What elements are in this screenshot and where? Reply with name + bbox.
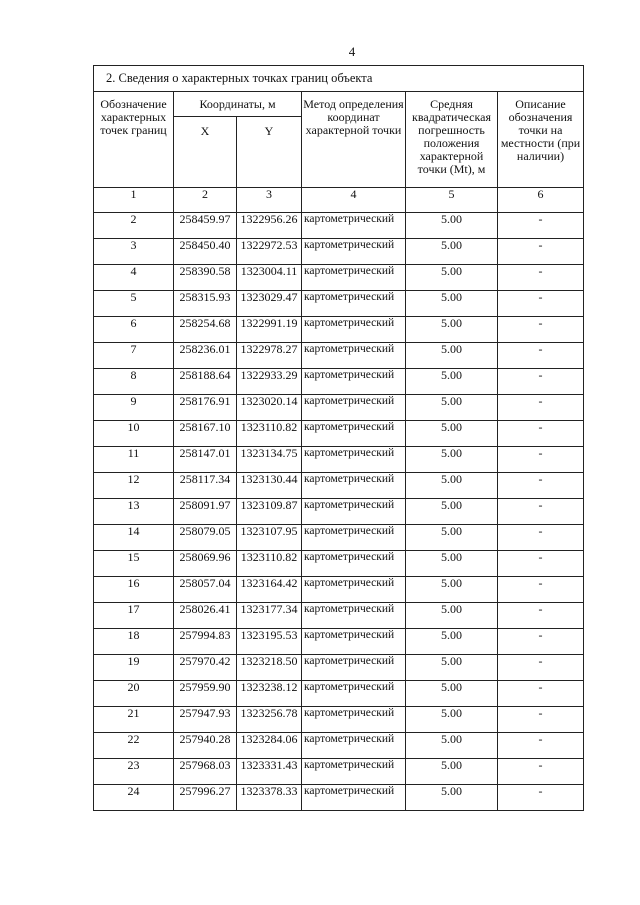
- table-row: [94, 603, 584, 629]
- cell-method: картометрический: [302, 525, 406, 551]
- table-row: [94, 733, 584, 759]
- cell-method: картометрический: [302, 317, 406, 343]
- cell-coord-y: 1323107.95: [237, 525, 302, 551]
- cell-method: картометрический: [302, 213, 406, 239]
- cell-coord-x: 258254.68: [174, 317, 237, 343]
- cell-error: 5.00: [406, 733, 498, 759]
- cell-error: 5.00: [406, 265, 498, 291]
- cell-desc: -: [498, 291, 584, 317]
- cell-desc: -: [498, 343, 584, 369]
- cell-desc: -: [498, 395, 584, 421]
- cell-desc: -: [498, 213, 584, 239]
- cell-coord-y: 1323331.43: [237, 759, 302, 785]
- cell-error: 5.00: [406, 421, 498, 447]
- cell-coord-y: 1323164.42: [237, 577, 302, 603]
- cell-coord-y: 1323004.11: [237, 265, 302, 291]
- cell-coord-y: 1323134.75: [237, 447, 302, 473]
- cell-error: 5.00: [406, 577, 498, 603]
- cell-point: 16: [94, 577, 174, 603]
- cell-coord-y: 1322978.27: [237, 343, 302, 369]
- cell-point: 13: [94, 499, 174, 525]
- cell-coord-y: 1323238.12: [237, 681, 302, 707]
- cell-method: картометрический: [302, 265, 406, 291]
- table-row: [94, 291, 584, 317]
- cell-desc: -: [498, 759, 584, 785]
- cell-desc: -: [498, 655, 584, 681]
- cell-desc: -: [498, 499, 584, 525]
- cell-coord-y: 1323218.50: [237, 655, 302, 681]
- cell-coord-x: 258459.97: [174, 213, 237, 239]
- cell-point: 11: [94, 447, 174, 473]
- cell-point: 24: [94, 785, 174, 811]
- table-row: [94, 707, 584, 733]
- table-row: [94, 265, 584, 291]
- cell-point: 3: [94, 239, 174, 265]
- cell-method: картометрический: [302, 369, 406, 395]
- cell-coord-y: 1322956.26: [237, 213, 302, 239]
- cell-coord-x: 258188.64: [174, 369, 237, 395]
- cell-coord-x: 258147.01: [174, 447, 237, 473]
- table-row: [94, 499, 584, 525]
- table-row: [94, 473, 584, 499]
- cell-point: 2: [94, 213, 174, 239]
- cell-point: 17: [94, 603, 174, 629]
- column-number: 4: [302, 188, 406, 213]
- cell-point: 15: [94, 551, 174, 577]
- cell-error: 5.00: [406, 473, 498, 499]
- cell-desc: -: [498, 629, 584, 655]
- cell-point: 20: [94, 681, 174, 707]
- column-number-row: [94, 188, 584, 213]
- cell-desc: -: [498, 603, 584, 629]
- cell-point: 9: [94, 395, 174, 421]
- cell-coord-y: 1323378.33: [237, 785, 302, 811]
- table-row: [94, 213, 584, 239]
- cell-desc: -: [498, 369, 584, 395]
- table-body: [94, 213, 584, 811]
- cell-coord-x: 257959.90: [174, 681, 237, 707]
- table-row: [94, 525, 584, 551]
- cell-coord-x: 258069.96: [174, 551, 237, 577]
- cell-method: картометрический: [302, 759, 406, 785]
- cell-point: 14: [94, 525, 174, 551]
- cell-error: 5.00: [406, 655, 498, 681]
- cell-method: картометрический: [302, 785, 406, 811]
- column-number: 5: [406, 188, 498, 213]
- cell-error: 5.00: [406, 759, 498, 785]
- cell-method: картометрический: [302, 499, 406, 525]
- cell-coord-y: 1323256.78: [237, 707, 302, 733]
- cell-method: картометрический: [302, 733, 406, 759]
- cell-coord-x: 257994.83: [174, 629, 237, 655]
- cell-desc: -: [498, 681, 584, 707]
- table-row: [94, 447, 584, 473]
- table-row: [94, 629, 584, 655]
- cell-method: картометрический: [302, 577, 406, 603]
- header-description: Описание обозначения точки на местности (при наличии): [498, 92, 584, 188]
- cell-error: 5.00: [406, 369, 498, 395]
- cell-coord-y: 1323110.82: [237, 551, 302, 577]
- cell-error: 5.00: [406, 395, 498, 421]
- cell-coord-x: 258450.40: [174, 239, 237, 265]
- header-coordinates: Координаты, м: [174, 92, 302, 117]
- cell-method: картометрический: [302, 707, 406, 733]
- cell-error: 5.00: [406, 499, 498, 525]
- cell-method: картометрический: [302, 291, 406, 317]
- cell-desc: -: [498, 317, 584, 343]
- cell-coord-y: 1323284.06: [237, 733, 302, 759]
- cell-coord-x: 258390.58: [174, 265, 237, 291]
- table-row: [94, 239, 584, 265]
- cell-coord-x: 257968.03: [174, 759, 237, 785]
- cell-coord-y: 1323177.34: [237, 603, 302, 629]
- cell-coord-y: 1322933.29: [237, 369, 302, 395]
- cell-error: 5.00: [406, 317, 498, 343]
- cell-coord-y: 1323130.44: [237, 473, 302, 499]
- cell-error: 5.00: [406, 343, 498, 369]
- cell-desc: -: [498, 421, 584, 447]
- cell-method: картометрический: [302, 395, 406, 421]
- cell-point: 7: [94, 343, 174, 369]
- table-row: [94, 343, 584, 369]
- cell-coord-x: 258315.93: [174, 291, 237, 317]
- header-method: Метод определения координат характерной точки: [302, 92, 406, 188]
- table-row: [94, 655, 584, 681]
- cell-coord-y: 1322972.53: [237, 239, 302, 265]
- cell-point: 10: [94, 421, 174, 447]
- cell-coord-x: 257996.27: [174, 785, 237, 811]
- cell-point: 8: [94, 369, 174, 395]
- header-point-designation: Обозначение характерных точек границ: [94, 92, 174, 188]
- column-number: 3: [237, 188, 302, 213]
- cell-desc: -: [498, 265, 584, 291]
- cell-point: 22: [94, 733, 174, 759]
- cell-error: 5.00: [406, 629, 498, 655]
- cell-error: 5.00: [406, 239, 498, 265]
- column-number: 6: [498, 188, 584, 213]
- cell-desc: -: [498, 551, 584, 577]
- table-row: [94, 785, 584, 811]
- header-x: X: [174, 117, 237, 188]
- cell-point: 19: [94, 655, 174, 681]
- cell-method: картометрический: [302, 239, 406, 265]
- cell-error: 5.00: [406, 551, 498, 577]
- cell-method: картометрический: [302, 629, 406, 655]
- cell-desc: -: [498, 577, 584, 603]
- table-row: [94, 577, 584, 603]
- cell-coord-x: 258117.34: [174, 473, 237, 499]
- table-row: [94, 369, 584, 395]
- cell-coord-x: 258079.05: [174, 525, 237, 551]
- cell-coord-x: 258167.10: [174, 421, 237, 447]
- cell-coord-x: 258057.04: [174, 577, 237, 603]
- cell-coord-y: 1323020.14: [237, 395, 302, 421]
- cell-coord-x: 258176.91: [174, 395, 237, 421]
- cell-coord-y: 1323109.87: [237, 499, 302, 525]
- cell-desc: -: [498, 239, 584, 265]
- section-title: 2. Сведения о характерных точках границ объекта: [94, 66, 584, 92]
- cell-desc: -: [498, 525, 584, 551]
- cell-coord-y: 1323110.82: [237, 421, 302, 447]
- column-number: 1: [94, 188, 174, 213]
- cell-error: 5.00: [406, 603, 498, 629]
- cell-desc: -: [498, 733, 584, 759]
- header-mean-error: Средняя квадратическая погрешность положения характерной точки (Mt), м: [406, 92, 498, 188]
- cell-method: картометрический: [302, 421, 406, 447]
- cell-error: 5.00: [406, 447, 498, 473]
- cell-desc: -: [498, 707, 584, 733]
- cell-point: 18: [94, 629, 174, 655]
- table-row: [94, 681, 584, 707]
- cell-desc: -: [498, 447, 584, 473]
- cell-coord-x: 257940.28: [174, 733, 237, 759]
- cell-method: картометрический: [302, 551, 406, 577]
- cell-error: 5.00: [406, 681, 498, 707]
- cell-method: картометрический: [302, 447, 406, 473]
- cell-error: 5.00: [406, 291, 498, 317]
- table-row: [94, 317, 584, 343]
- cell-point: 4: [94, 265, 174, 291]
- cell-method: картометрический: [302, 473, 406, 499]
- cell-error: 5.00: [406, 785, 498, 811]
- table-row: [94, 551, 584, 577]
- cell-method: картометрический: [302, 343, 406, 369]
- cell-coord-x: 258236.01: [174, 343, 237, 369]
- cell-point: 12: [94, 473, 174, 499]
- cell-coord-x: 257947.93: [174, 707, 237, 733]
- cell-coord-x: 258091.97: [174, 499, 237, 525]
- cell-coord-y: 1323195.53: [237, 629, 302, 655]
- table-row: [94, 759, 584, 785]
- cell-point: 5: [94, 291, 174, 317]
- cell-method: картометрический: [302, 655, 406, 681]
- cell-desc: -: [498, 785, 584, 811]
- boundary-points-table: [93, 65, 584, 811]
- cell-coord-y: 1323029.47: [237, 291, 302, 317]
- cell-error: 5.00: [406, 707, 498, 733]
- cell-coord-x: 257970.42: [174, 655, 237, 681]
- cell-point: 23: [94, 759, 174, 785]
- cell-method: картометрический: [302, 681, 406, 707]
- cell-error: 5.00: [406, 525, 498, 551]
- cell-desc: -: [498, 473, 584, 499]
- header-y: Y: [237, 117, 302, 188]
- cell-coord-y: 1322991.19: [237, 317, 302, 343]
- cell-method: картометрический: [302, 603, 406, 629]
- table-row: [94, 395, 584, 421]
- column-number: 2: [174, 188, 237, 213]
- cell-point: 21: [94, 707, 174, 733]
- cell-coord-x: 258026.41: [174, 603, 237, 629]
- table-row: [94, 421, 584, 447]
- page-number: 4: [348, 44, 356, 59]
- cell-point: 6: [94, 317, 174, 343]
- cell-error: 5.00: [406, 213, 498, 239]
